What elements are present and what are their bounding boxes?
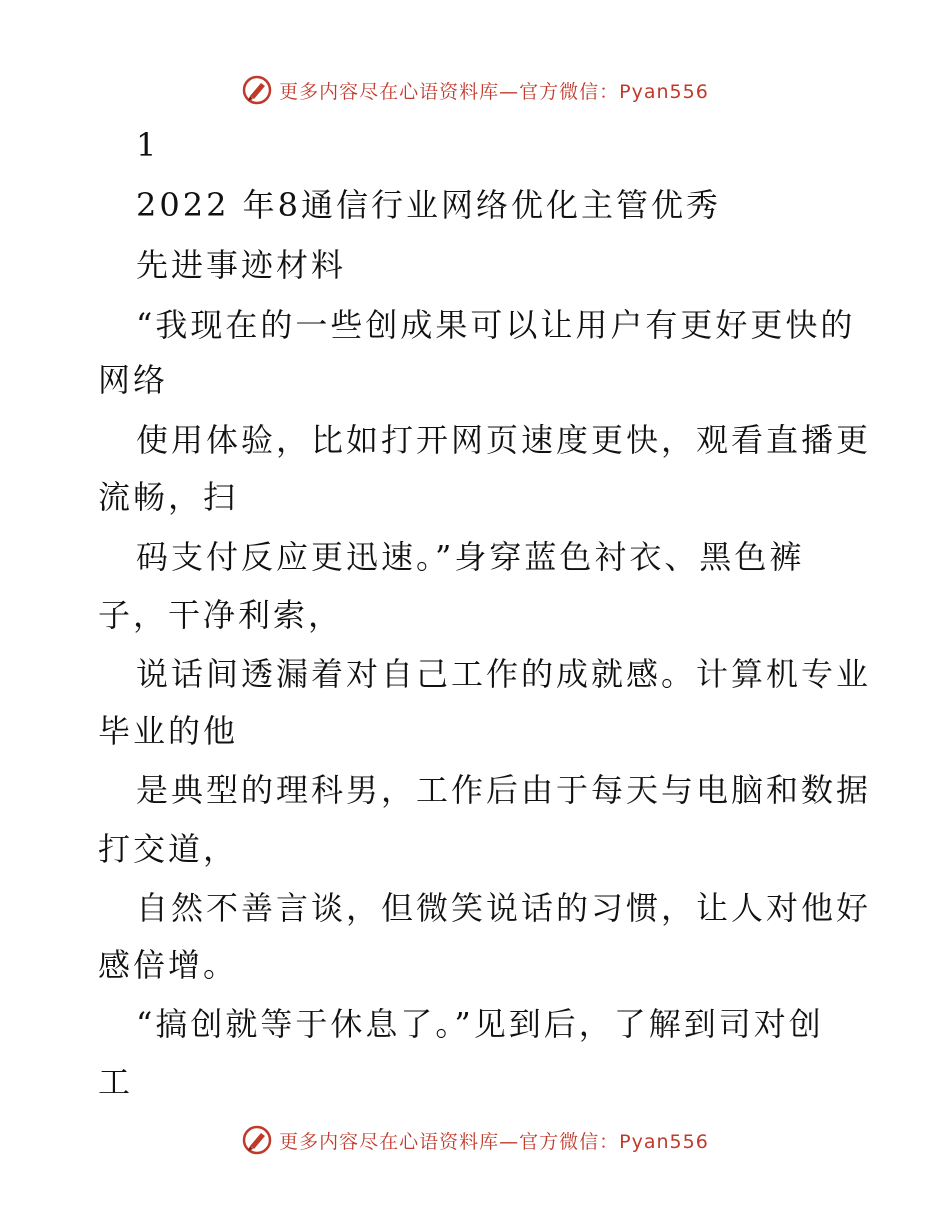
paragraph-line: 感倍增。 — [98, 946, 239, 984]
paragraph-line: 是典型的理科男，工作后由于每天与电脑和数据 — [136, 771, 872, 809]
paragraph-line: “搞创就等于休息了。”见到后，了解到司对创 — [136, 1005, 824, 1043]
header-banner-wechat-id: Pyan556 — [619, 80, 709, 103]
document-title-line-2: 先进事迹材料 — [136, 246, 347, 284]
paragraph-line: 工 — [98, 1063, 134, 1101]
pen-logo-icon — [241, 1124, 273, 1156]
document-title-line-1: 2022 年8通信行业网络优化主管优秀 — [136, 186, 721, 224]
paragraph-line: 打交道， — [98, 830, 239, 868]
page-number: 1 — [136, 126, 160, 164]
header-banner-text-cn: 更多内容尽在心语资料库—官方微信： — [279, 80, 620, 103]
paragraph-line: 说话间透漏着对自己工作的成就感。计算机专业 — [136, 655, 872, 693]
paragraph-line: 毕业的他 — [98, 712, 239, 750]
footer-banner-wechat-id: Pyan556 — [619, 1130, 709, 1153]
paragraph-line: 码支付反应更迅速。”身穿蓝色衬衣、黑色裤 — [136, 538, 805, 576]
footer-banner — [0, 1120, 950, 1160]
footer-banner-text — [279, 1127, 709, 1154]
paragraph-line: 网络 — [98, 361, 169, 399]
paragraph-line: 自然不善言谈，但微笑说话的习惯，让人对他好 — [136, 889, 872, 927]
footer-banner-text-cn: 更多内容尽在心语资料库—官方微信： — [279, 1130, 620, 1153]
paragraph-line: 子，干净利索， — [98, 596, 344, 634]
paragraph-line: 流畅，扫 — [98, 478, 239, 516]
paragraph-line: “我现在的一些创成果可以让用户有更好更快的 — [136, 306, 856, 344]
paragraph-line: 使用体验，比如打开网页速度更快，观看直播更 — [136, 421, 872, 459]
